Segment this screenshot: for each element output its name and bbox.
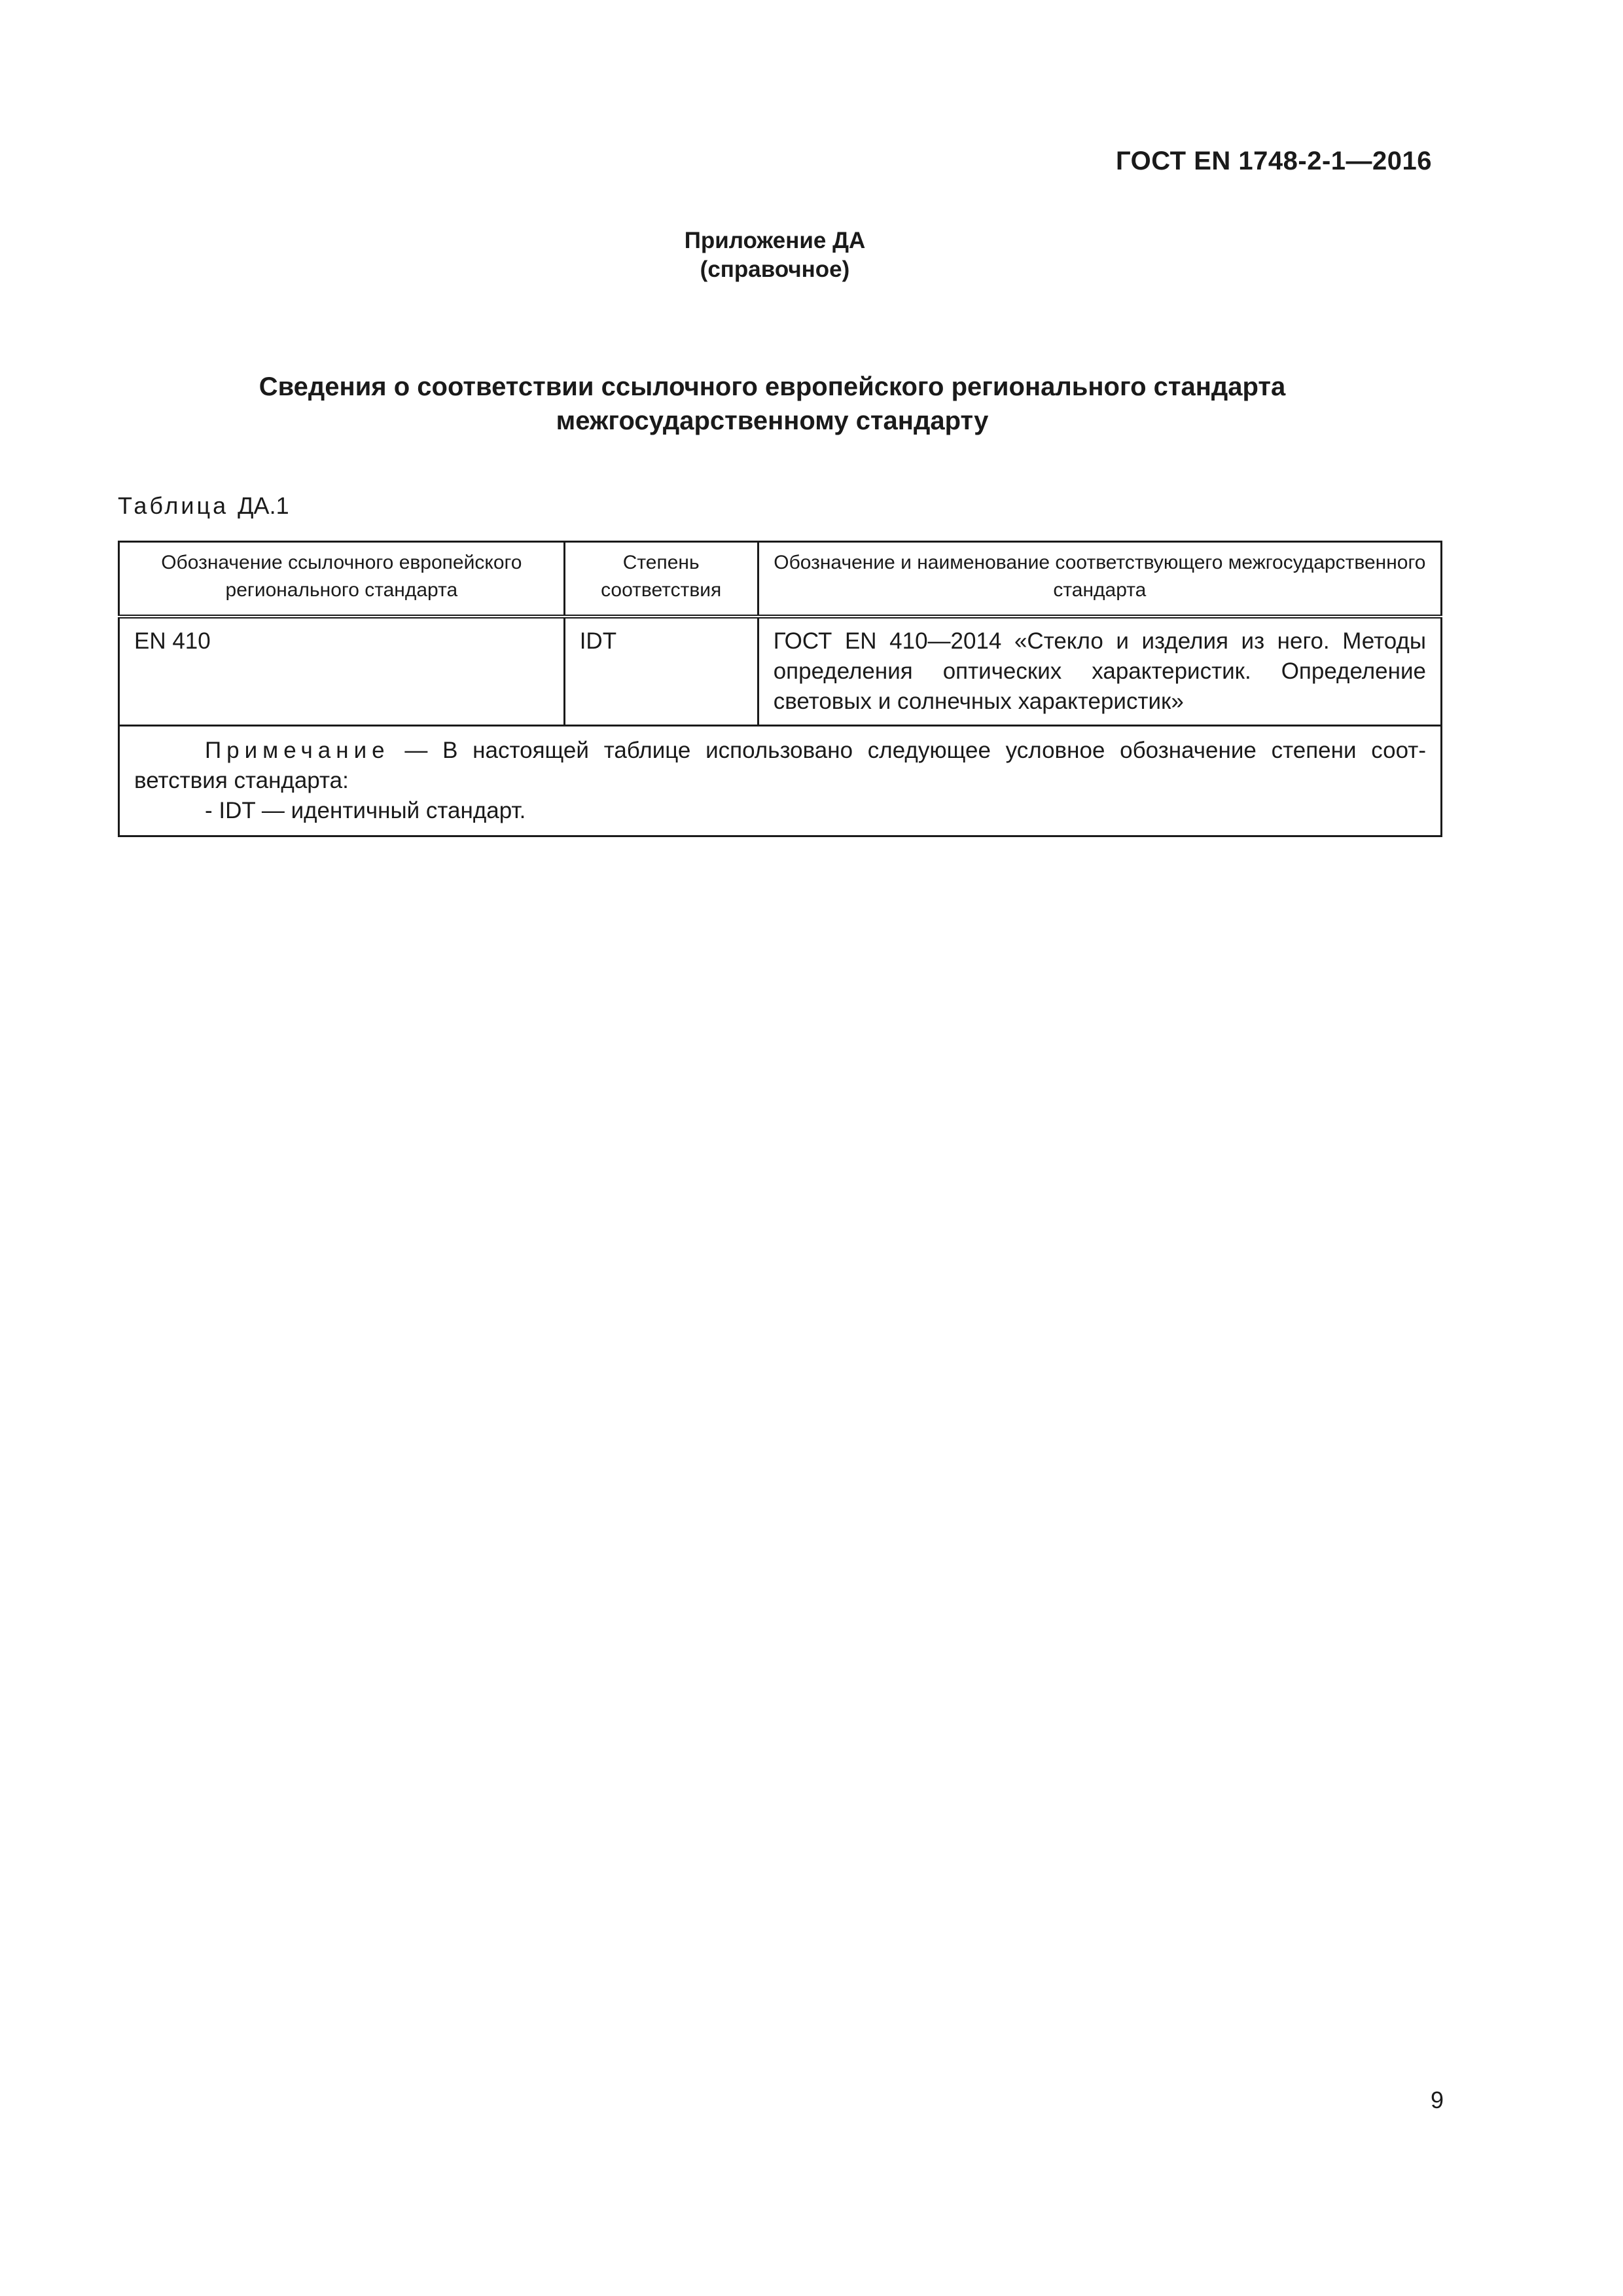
table-note xyxy=(119,726,1442,836)
header-reference-standard: Обозначение ссылочного европейского регионального стандарта xyxy=(119,542,565,617)
table-label xyxy=(118,492,289,520)
standard-number-header: ГОСТ EN 1748-2-1—2016 xyxy=(1116,147,1432,175)
appendix-subtitle: (справочное) xyxy=(700,257,850,282)
table-row xyxy=(119,617,1442,726)
document-title-line-2: межгосударственному стандарту xyxy=(556,406,989,435)
reference-standards-table xyxy=(118,541,1442,837)
cell-degree: IDT xyxy=(564,617,758,726)
header-degree-of-correspondence: Степень соответствия xyxy=(564,542,758,617)
header-interstate-standard: Обозначение и наименование соответствующего межгосударственного стандарта xyxy=(758,542,1441,617)
cell-interstate-standard: ГОСТ EN 410—2014 «Стекло и изделия из него. Методы определения оптических характеристик. Определение световых и солнечных характеристик» xyxy=(758,617,1441,726)
note-line-2: ветствия стандарта: xyxy=(134,768,349,793)
cell-reference-standard: EN 410 xyxy=(119,617,565,726)
note-text-1: — В настоящей таблице использовано следующее условное обозначение степени соот- xyxy=(404,738,1426,763)
table-header-row xyxy=(119,542,1442,617)
note-line-3: - IDT — идентичный стандарт. xyxy=(205,798,526,823)
note-line-1 xyxy=(134,736,1426,766)
table-note-row xyxy=(119,726,1442,836)
note-label: Примечание xyxy=(205,738,390,763)
document-title-line-1: Сведения о соответствии ссылочного европейского регионального стандарта xyxy=(259,372,1286,401)
page-number: 9 xyxy=(1430,2087,1444,2113)
appendix-title: Приложение ДА xyxy=(684,228,866,253)
table-label-number: ДА.1 xyxy=(238,492,289,519)
table-label-word: Таблица xyxy=(118,492,229,519)
